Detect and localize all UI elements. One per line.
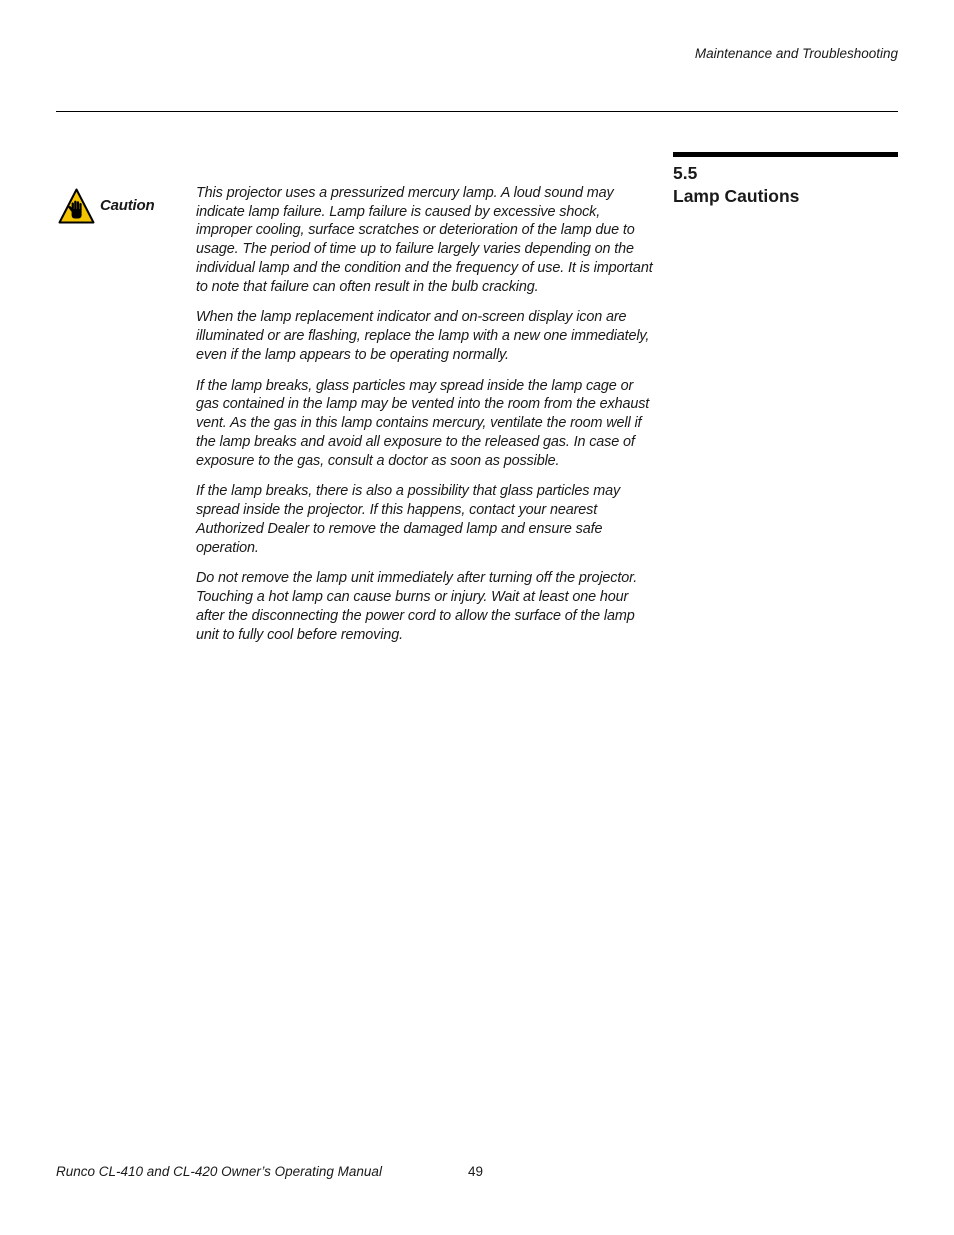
section-title: Lamp Cautions [673, 186, 800, 206]
footer-manual-title: Runco CL-410 and CL-420 Owner’s Operating Manual [56, 1164, 382, 1179]
caution-label: Caution [100, 197, 155, 214]
caution-paragraph: When the lamp replacement indicator and on-screen display icon are illuminated or are flashing, replace the lamp with a new one immediately, even if the lamp appears to be operating normally. [196, 309, 650, 363]
section-rule [673, 152, 898, 157]
header-rule [56, 111, 898, 112]
caution-hand-icon [58, 188, 95, 224]
caution-text [196, 184, 654, 656]
section-number: 5.5 [673, 163, 698, 183]
caution-paragraph: Do not remove the lamp unit immediately after turning off the projector. Touching a hot lamp can cause burns or injury. Wait at least one hour after the disconnecting the power cord to allow the surface of the lamp unit to fully cool before removing. [196, 570, 638, 643]
caution-paragraph: This projector uses a pressurized mercury lamp. A loud sound may indicate lamp failure. Lamp failure is caused by excessive shock, improper cooling, surface scratches or deterioration of the lamp due to usage. The period of time up to failure largely varies depending on the individual lamp and the condition and the frequency of use. It is important to note that failure can often result in the bulb cracking. [196, 185, 653, 295]
page-number: 49 [468, 1164, 484, 1179]
running-header: Maintenance and Troubleshooting [694, 46, 898, 61]
caution-paragraph: If the lamp breaks, glass particles may spread inside the lamp cage or gas contained in the lamp may be vented into the room from the exhaust vent. As the gas in this lamp contains mercury, ventilate the room well if the lamp breaks and avoid all exposure to the released gas. In case of exposure to the gas, consult a doctor as soon as possible. [196, 377, 650, 469]
caution-paragraph: If the lamp breaks, there is also a possibility that glass particles may spread inside the projector. If this happens, contact your nearest Authorized Dealer to remove the damaged lamp and ensure safe operation. [196, 483, 621, 556]
